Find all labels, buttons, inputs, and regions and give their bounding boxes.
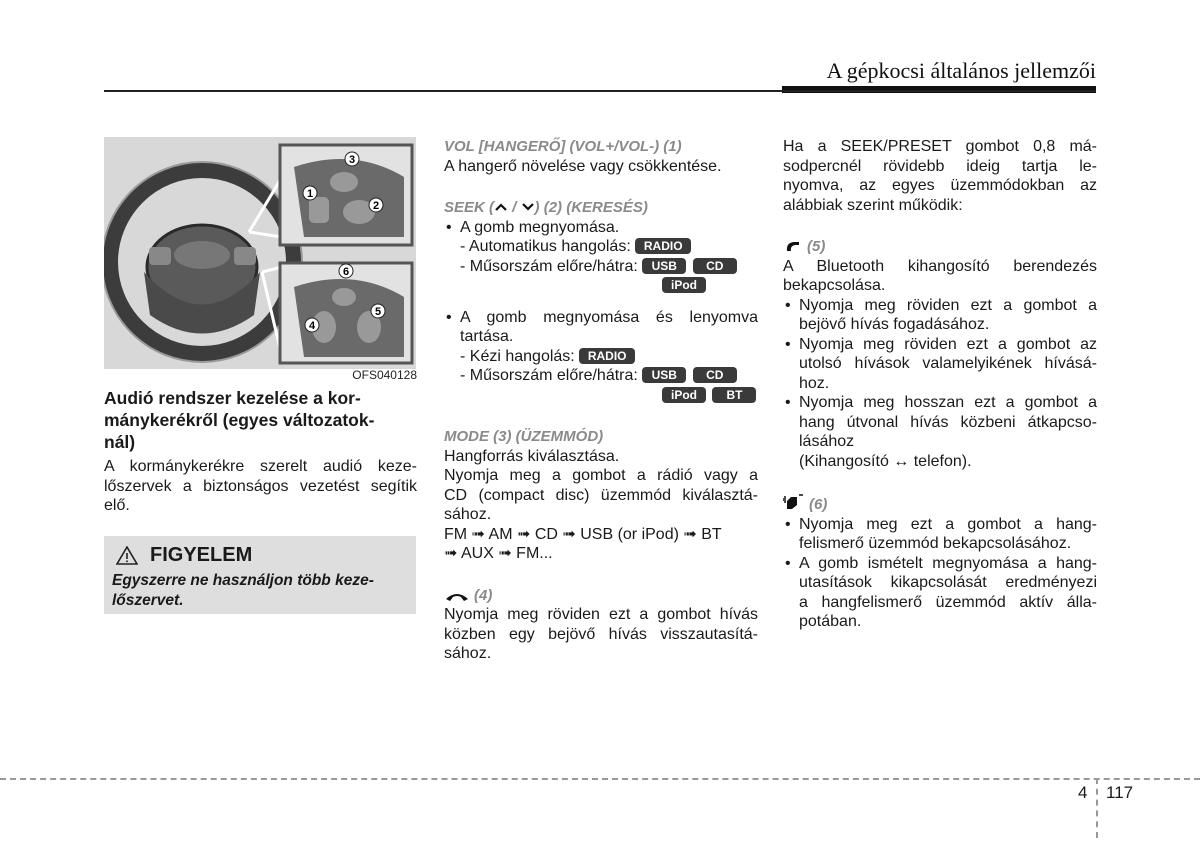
section-number: 4 — [1078, 783, 1088, 802]
column-1 — [104, 387, 417, 516]
intro-paragraph: A kormánykerékre szerelt audió keze- lőszervek a biztonságos vezetést segítik elő. — [104, 458, 417, 514]
callout-3: 3 — [348, 154, 356, 166]
header-rule — [104, 90, 1096, 92]
page-number: 117 — [1106, 783, 1134, 802]
callout-5: 5 — [374, 306, 382, 318]
warning-text: Egyszerre ne használjon több keze- lőszervet. — [112, 572, 374, 609]
warning-box — [104, 536, 416, 614]
chevron-down-icon — [521, 202, 535, 212]
ipod-badge-2: iPod — [662, 387, 706, 403]
seek-manual-tuning: - Kézi hangolás: RADIO — [444, 347, 758, 367]
hang-up-phone-icon — [444, 590, 470, 602]
hangup-title: (4) — [444, 586, 758, 606]
footer-vertical-divider — [1096, 778, 1098, 838]
cd-badge-2: CD — [693, 367, 737, 383]
section-heading: Audió rendszer kezelése a kor- mánykerékről (egyes változatok- nál) — [104, 388, 375, 452]
seek-track-2-row2 — [444, 386, 758, 406]
seek-track-2: - Műsorszám előre/hátra: USB CD — [444, 366, 758, 386]
seek-track-ipod — [444, 276, 758, 296]
ipod-badge: iPod — [662, 277, 706, 293]
figure-code: OFS040128 — [352, 368, 417, 382]
call-title: (5) — [783, 237, 1097, 257]
warning-triangle-icon — [116, 546, 138, 565]
callout-4: 4 — [308, 320, 316, 332]
mode-text: Hangforrás kiválasztása. Nyomja meg a gombot a rádió vagy a CD (compact disc) üzemmód kiválasztá- sához. FM ➟ AM ➟ CD ➟ USB (or iPod) ➟ BT ➟ AUX ➟ FM... — [444, 447, 758, 562]
vol-title: VOL [HANGERŐ] (VOL+/VOL-) (1) — [444, 138, 682, 155]
vol-text: A hangerő növelése vagy csökkentése. — [444, 157, 722, 175]
mode-title: MODE (3) (ÜZEMMÓD) — [444, 428, 604, 445]
usb-badge: USB — [642, 258, 686, 274]
steering-wheel-figure — [104, 137, 416, 369]
call-bullet-1: • Nyomja meg röviden ezt a gombot a bejövő hívás fogadásához. — [783, 296, 1097, 335]
seek-bullet-hold: • A gomb megnyomása és lenyomva tartása. — [444, 308, 758, 347]
warning-title: FIGYELEM — [150, 544, 253, 566]
voice-bullet-2: • A gomb ismételt megnyomása a hang- utasítások kikapcsolását eredményezi a hangfelismerő üzemmód aktív álla- potában. — [783, 554, 1097, 632]
seek-track: - Műsorszám előre/hátra: USB CD — [444, 257, 758, 277]
call-text: A Bluetooth kihangosító berendezés bekapcsolása. — [783, 257, 1097, 294]
steering-wheel-illustration — [104, 137, 416, 369]
call-bullet-3: • Nyomja meg hosszan ezt a gombot a hang útvonal hívás közbeni átkapcso- lásához — [783, 393, 1097, 452]
column-3 — [783, 137, 1097, 632]
column-2 — [444, 137, 758, 664]
seek-preset-intro: Ha a SEEK/PRESET gombot 0,8 má- sodpercnél rövidebb ideig tartja le- nyomva, az egyes üzemmódokban az alábbiak szerint működik: — [783, 138, 1097, 214]
call-bullet-2: • Nyomja meg röviden ezt a gombot az utolsó hívások valamelyikének hívásá- hoz. — [783, 335, 1097, 394]
footer-divider — [0, 778, 1200, 780]
page-header-title: A gépkocsi általános jellemzői — [826, 58, 1096, 83]
callout-6: 6 — [342, 266, 350, 278]
call-phone-icon — [783, 239, 803, 253]
seek-auto-tuning: - Automatikus hangolás: RADIO — [444, 237, 758, 257]
call-note: (Kihangosító ↔ telefon). — [799, 452, 972, 470]
bt-badge: BT — [712, 387, 756, 403]
usb-badge-2: USB — [642, 367, 686, 383]
callout-1: 1 — [306, 188, 314, 200]
voice-title: (6) — [783, 493, 1097, 515]
seek-title: SEEK ( / ) (2) (KERESÉS) — [444, 199, 648, 216]
voice-recognition-icon — [783, 493, 805, 511]
seek-bullet-press: • A gomb megnyomása. — [444, 218, 758, 238]
radio-badge-2: RADIO — [579, 348, 635, 364]
chevron-up-icon — [494, 202, 508, 212]
callout-2: 2 — [372, 200, 380, 212]
cd-badge: CD — [693, 258, 737, 274]
hangup-text: Nyomja meg röviden ezt a gombot hívás közben egy bejövő hívás visszautasítá- sához. — [444, 606, 758, 662]
voice-bullet-1: • Nyomja meg ezt a gombot a hang- felismerő üzemmód bekapcsolásához. — [783, 515, 1097, 554]
radio-badge: RADIO — [635, 238, 691, 254]
